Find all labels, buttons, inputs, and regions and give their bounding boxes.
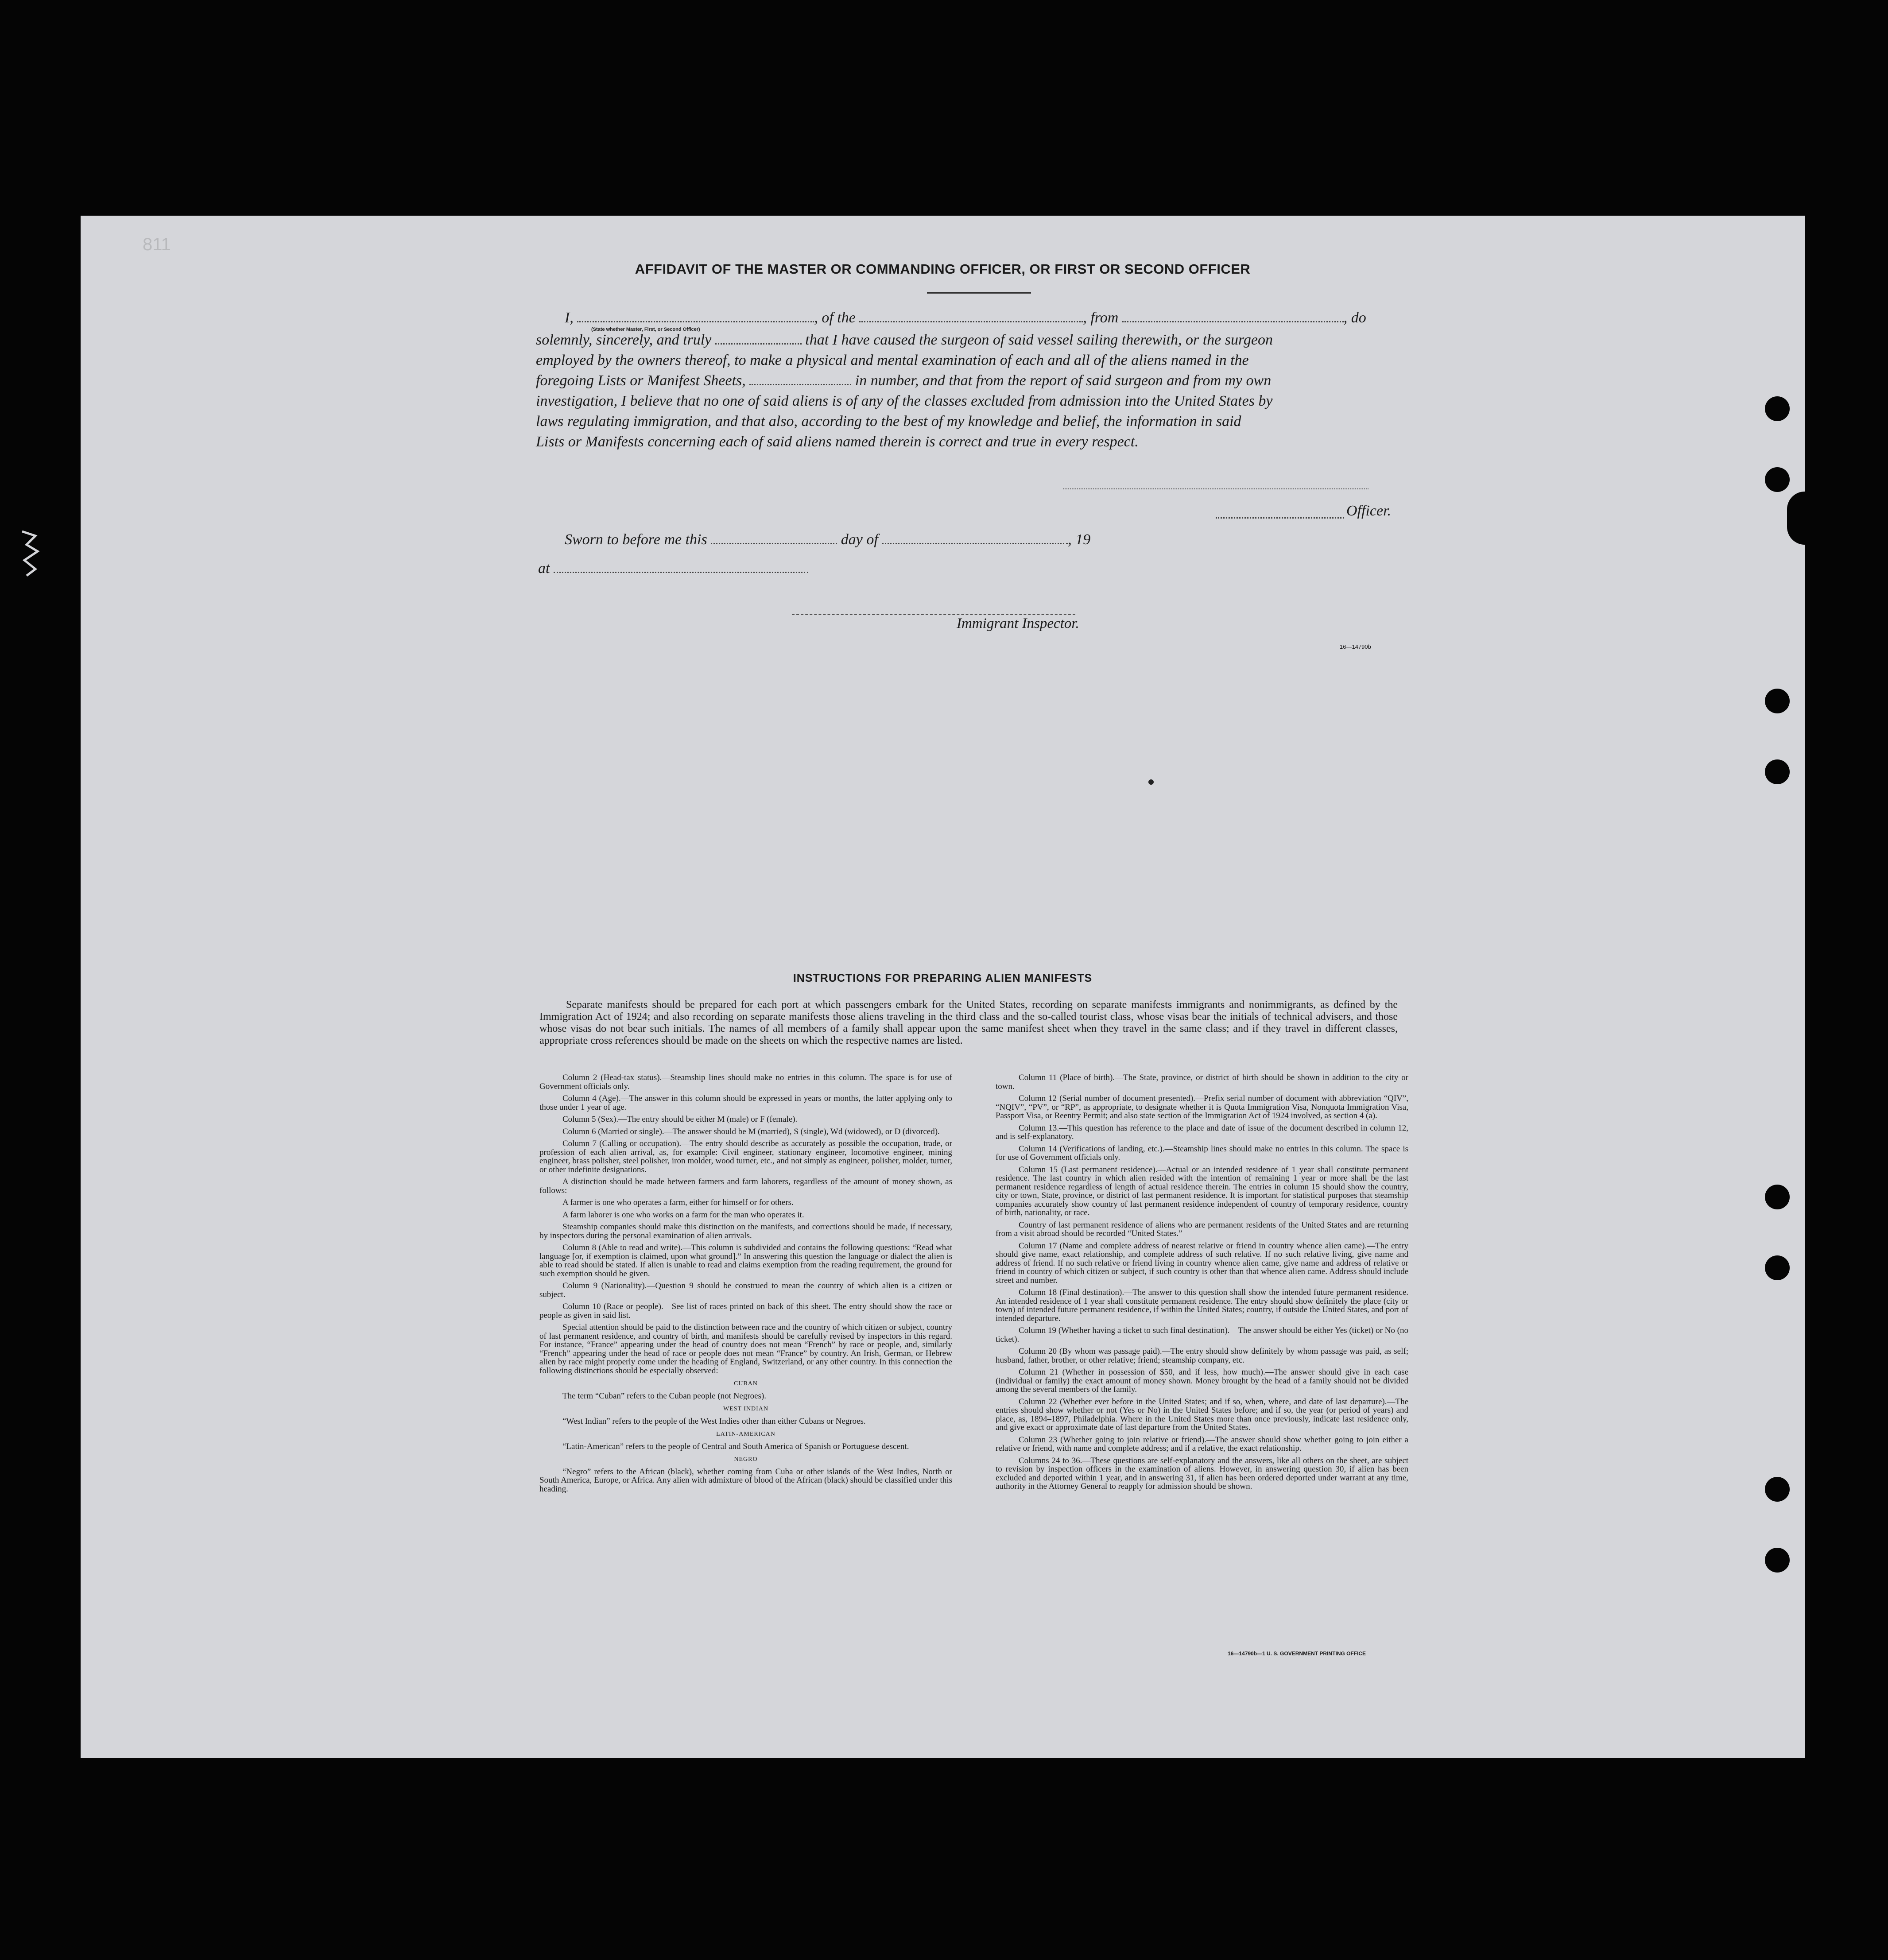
instruction-paragraph: Column 7 (Calling or occupation).—The entry should describe as accurately as possible the occupation, trade, or profession of each alien arrival, as, for example: Civil engineer, stationary engineer, locomotive engineer, mining engineer, brass polisher, steel polisher, iron molder, wood turner, etc., and not simply as engineer, polisher, molder, turner, or other indefinite designations. <box>539 1139 952 1174</box>
port-blank <box>1122 317 1344 322</box>
instruction-paragraph: Column 23 (Whether going to join relative or friend).—The answer should show whether going to join either a relative or friend, with name and complete address; and if a relative, the exact relationship. <box>996 1435 1408 1453</box>
instruction-paragraph: Column 9 (Nationality).—Question 9 should be construed to mean the country of which alien is a citizen or subject. <box>539 1281 952 1299</box>
instruction-paragraph: Column 5 (Sex).—The entry should be either M (male) or F (female). <box>562 1115 798 1124</box>
officer-blank <box>1216 517 1344 519</box>
instruction-paragraph: Columns 24 to 36.—These questions are self-explanatory and the answers, like all others on the sheet, are subject to revision by inspection officers in the examination of aliens. However, in answering question 30, if alien has been excluded and deported within 1 year, and in answering 31, if alien has been ordered deported under warrant at any time, authority in the Attorney General to reapply for admission should be shown. <box>996 1456 1408 1491</box>
instruction-paragraph: Column 21 (Whether in possession of $50, and if less, how much).—The answer should give in each case (individual or family) the exact amount of money shown. Money brought by the head of a family should not be divided among the several members of the family. <box>996 1367 1408 1394</box>
instruction-paragraph: Column 18 (Final destination).—The answer to this question shall show the intended future permanent residence. An intended residence of 1 year shall constitute permanent residence. The entry should show definitely the place (city or town) of intended future permanent residence, if within the United States; country, if outside the United States, and port of intended departure. <box>996 1288 1408 1323</box>
affidavit-text: day of <box>841 531 878 548</box>
affidavit-text: at <box>538 560 550 577</box>
affidavit-text: foregoing Lists or Manifest Sheets, <box>536 372 746 389</box>
instruction-paragraph: Column 8 (Able to read and write).—This column is subdivided and contains the following questions: “Read what language [or, if exemption is claimed, upon what ground].” In answering this question the language or dialect the alien is able to read should be stated. If alien is unable to read and claims exemption from the reading requirement, the ground for such exemption should be given. <box>539 1243 952 1278</box>
margin-mark: 811 <box>143 235 171 254</box>
officer-label: Officer. <box>1346 503 1392 519</box>
instruction-paragraph: Column 13.—This question has reference to the place and date of issue of the document described in column 12, and is self-explanatory. <box>996 1123 1408 1141</box>
instruction-paragraph: “Latin-American” refers to the people of Central and South America of Spanish or Portuguese descent. <box>562 1441 909 1451</box>
signature-line <box>1063 488 1369 489</box>
race-heading: CUBAN <box>733 1380 758 1387</box>
instructions-right-column <box>996 1073 1408 1495</box>
affidavit-line-4 <box>536 371 1396 391</box>
instruction-paragraph: A distinction should be made between farmers and farm laborers, regardless of the amount of money shown, as follows: <box>539 1177 952 1195</box>
affidavit-line-1 <box>536 308 1396 328</box>
instruction-paragraph: Column 22 (Whether ever before in the United States; and if so, when, where, and date of last departure).—The entries should show whether or not (Yes or No) in the United States before; and if so, the year (or period of years) and place, as, 1894–1897, Philadelphia. Where in the United States more than once previously, indicate last residence only, and give exact or approximate date of last departure from the United States. <box>996 1397 1408 1432</box>
inspector-label: Immigrant Inspector. <box>957 616 1079 631</box>
affidavit-line-6: laws regulating immigration, and that also, according to the best of my knowledge and belief, the information in said <box>536 413 1241 430</box>
affidavit-text: in number, and that from the report of said surgeon and from my own <box>855 372 1272 389</box>
ink-spot <box>1148 779 1154 785</box>
instruction-paragraph: Column 10 (Race or people).—See list of races printed on back of this sheet. The entry should show the race or people as given in said list. <box>539 1302 952 1320</box>
binder-hole <box>1765 1548 1790 1573</box>
affidavit-text: , 19 <box>1068 531 1091 548</box>
binder-hole <box>1765 689 1790 713</box>
instruction-paragraph: Column 11 (Place of birth).—The State, province, or district of birth should be shown in addition to the city or town. <box>996 1073 1408 1091</box>
instruction-paragraph: A farm laborer is one who works on a farm for the man who operates it. <box>562 1210 804 1220</box>
affidavit-text: , from <box>1083 310 1119 326</box>
instructions-intro: Separate manifests should be prepared for each port at which passengers embark for the United States, recording on separate manifests immigrants and nonimmigrants, as defined by the Immigration Act of 1924; and also recording on separate manifests those aliens traveling in the third class and the so-called tourist class, whose visas bear the initials of technical advisers, and those whose visas do not bear such initials. The names of all members of a family shall appear upon the same manifest sheet when they travel in the same class; and if they travel in different classes, appropriate cross references should be made on the sheets on which the respective names are listed. <box>539 999 1398 1046</box>
title-rule <box>927 292 1031 294</box>
place-blank <box>554 567 808 573</box>
affidavit-line-2 <box>536 330 1396 350</box>
instructions-title: INSTRUCTIONS FOR PREPARING ALIEN MANIFESTS <box>793 972 1093 984</box>
instruction-paragraph: Column 15 (Last permanent residence).—Actual or an intended residence of 1 year shall constitute permanent residence. The last country in which alien resided with the intention of remaining 1 year or more shall be the last permanent residence regardless of length of actual residence therein. The entries in column 15 should show the country, city or town, State, province, or district of last permanent residence. It is important for statistical purposes that steamship companies accurately show country of last permanent residence independent of country of temporary residence, country of birth, nationality, or race. <box>996 1165 1408 1217</box>
month-blank <box>882 538 1068 544</box>
race-heading: LATIN-AMERICAN <box>716 1431 775 1437</box>
affidavit-text: , do <box>1343 310 1366 326</box>
instruction-paragraph: Column 17 (Name and complete address of nearest relative or friend in country whence alien came).—The entry should give name, exact relationship, and complete address of such relative. If no such relative living, give name and address of friend. If no such relative or friend living in country whence alien came, give name and address of relative or friend in country of which citizen or subject, if such country is other than that whence alien came. Address should include street and number. <box>996 1241 1408 1285</box>
edge-scribble <box>18 527 44 580</box>
instruction-paragraph: A farmer is one who operates a farm, either for himself or for others. <box>562 1198 794 1207</box>
instruction-paragraph: “Negro” refers to the African (black), whether coming from Cuba or other islands of the West Indies, North or South America, Europe, or Africa. Any alien with admixture of blood of the African (black) should be classified under this heading. <box>539 1467 952 1494</box>
instruction-paragraph: Column 12 (Serial number of document presented).—Prefix serial number of document with abbreviation “QIV”, “NQIV”, “PV”, or “RP”, as appropriate, to designate whether it is Quota Immigration Visa, Nonquota Immigration Visa, Passport Visa, or Reentry Permit; and also state section of the Immigration Act of 1924 involved, as section 4 (a). <box>996 1094 1408 1120</box>
instruction-paragraph: Column 6 (Married or single).—The answer should be M (married), S (single), Wd (widowed), or D (divorced). <box>562 1127 940 1136</box>
affidavit-line-7: Lists or Manifests concerning each of said aliens named therein is correct and true in every respect. <box>536 434 1139 450</box>
affidavit-title: AFFIDAVIT OF THE MASTER OR COMMANDING OFFICER, OR FIRST OR SECOND OFFICER <box>635 261 1251 277</box>
vessel-name-blank <box>859 317 1083 322</box>
affidavit-text: solemnly, sincerely, and truly <box>536 332 712 348</box>
binder-hole <box>1765 396 1790 421</box>
affidavit-text: Sworn to before me this <box>565 531 707 548</box>
affidavit-text: I, <box>565 310 574 326</box>
instruction-paragraph: Steamship companies should make this distinction on the manifests, and corrections should be made, if necessary, by inspectors during the personal examination of alien arrivals. <box>539 1222 952 1240</box>
instruction-paragraph: The term “Cuban” refers to the Cuban people (not Negroes). <box>562 1391 767 1401</box>
affidavit-text: that I have caused the surgeon of said vessel sailing therewith, or the surgeon <box>805 332 1273 348</box>
day-blank <box>711 538 837 544</box>
rank-fine-print: (State whether Master, First, or Second Officer) <box>591 327 700 332</box>
instruction-paragraph: Column 4 (Age).—The answer in this column should be expressed in years or months, the latter applying only to those under 1 year of age. <box>539 1094 952 1112</box>
race-heading: NEGRO <box>734 1456 758 1463</box>
binder-hole <box>1765 1255 1790 1280</box>
binder-hole <box>1765 1477 1790 1502</box>
binder-hole <box>1765 467 1790 492</box>
instruction-paragraph: Column 2 (Head-tax status).—Steamship lines should make no entries in this column. The space is for use of Government officials only. <box>539 1073 952 1091</box>
sheet-count-blank <box>749 380 851 385</box>
instruction-paragraph: Column 19 (Whether having a ticket to such final destination).—The answer should be either Yes (ticket) or No (no ticket). <box>996 1326 1408 1344</box>
affidavit-line-5: investigation, I believe that no one of said aliens is of any of the classes excluded from admission into the United States by <box>536 393 1273 409</box>
printing-office-footer: 16—14790b—1 U. S. GOVERNMENT PRINTING OFFICE <box>1228 1650 1366 1657</box>
binder-hole <box>1765 1185 1790 1209</box>
sworn-line <box>565 531 1090 548</box>
affidavit-line-3: employed by the owners thereof, to make a physical and mental examination of each and all of the aliens named in the <box>536 352 1249 368</box>
affidavit-text: , of the <box>814 310 856 326</box>
inspector-signature-line <box>792 614 1075 615</box>
race-heading: WEST INDIAN <box>723 1406 769 1412</box>
instruction-paragraph: Column 20 (By whom was passage paid).—The entry should show definitely by whom passage was paid, as self; husband, father, brother, or other relative; friend; steamship company, etc. <box>996 1347 1408 1365</box>
binder-hole <box>1765 759 1790 784</box>
edge-tear <box>1787 492 1818 545</box>
instruction-paragraph: Country of last permanent residence of aliens who are permanent residents of the United States and are returning from a visit abroad should be recorded “United States.” <box>996 1220 1408 1238</box>
oath-blank <box>715 339 802 345</box>
form-number: 16—14790b <box>1340 643 1371 650</box>
instruction-paragraph: “West Indian” refers to the people of the West Indies other than either Cubans or Negroes. <box>562 1416 866 1426</box>
officer-rank-blank <box>577 317 814 322</box>
instructions-left-column <box>539 1073 952 1497</box>
instruction-paragraph: Column 14 (Verifications of landing, etc.).—Steamship lines should make no entries in this column. The space is for use of Government officials only. <box>996 1144 1408 1162</box>
at-line <box>538 560 808 577</box>
instruction-paragraph: Special attention should be paid to the distinction between race and the country of which citizen or subject, country of last permanent residence, and country of birth, and manifests should be carefully revised by inspectors in this regard. For instance, “France” appearing under the head of country does not mean “French” by race or people, and, similarly “French” appearing under the head of race or people does not mean “France” by country. An Irish, German, or Hebrew alien by race might properly come under the heading of England, Switzerland, or any other country. In this connection the following distinctions should be especially observed: <box>539 1323 952 1375</box>
